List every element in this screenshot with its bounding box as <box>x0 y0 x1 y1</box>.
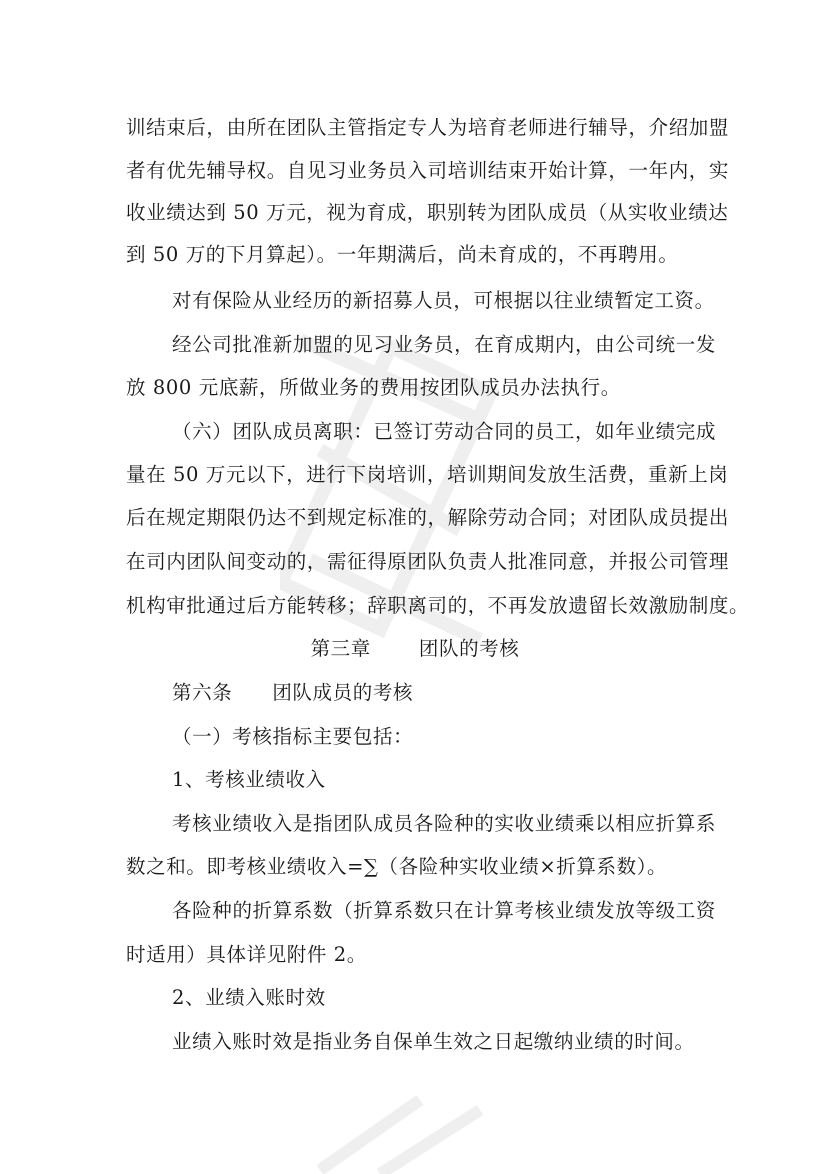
paragraph-line: 数之和。即考核业绩收入=∑（各险种实收业绩×折算系数）。 <box>126 855 668 878</box>
paragraph-line: 者有优先辅导权。自见习业务员入司培训结束开始计算，一年内，实 <box>126 159 730 182</box>
paragraph-line: 放 800 元底薪，所做业务的费用按团队成员办法执行。 <box>126 376 621 399</box>
paragraph-line: 在司内团队间变动的，需征得原团队负责人批准同意，并报公司管理 <box>126 550 730 573</box>
paragraph-line: 量在 50 万元以下，进行下岗培训，培训期间发放生活费，重新上岗 <box>126 463 729 486</box>
paragraph-line: 后在规定期限仍达不到规定标准的，解除劳动合同；对团队成员提出 <box>126 506 730 529</box>
item-indicators: （一）考核指标主要包括： <box>172 725 414 748</box>
chapter-heading <box>0 633 830 661</box>
watermark-logo-bottom <box>300 1080 500 1174</box>
paragraph-line: 考核业绩收入是指团队成员各险种的实收业绩乘以相应折算系 <box>172 812 716 835</box>
chapter-number: 第三章 <box>310 637 371 660</box>
paragraph-line: 各险种的折算系数（折算系数只在计算考核业绩发放等级工资 <box>172 899 716 922</box>
paragraph-line: 到 50 万的下月算起）。一年期满后，尚未育成的，不再聘用。 <box>126 243 679 266</box>
item-1-heading: 1、考核业绩收入 <box>172 768 326 791</box>
item-2-heading: 2、业绩入账时效 <box>172 986 326 1009</box>
paragraph-line: 收业绩达到 50 万元，视为育成，职别转为团队成员（从实收业绩达 <box>126 201 729 224</box>
article-number: 第六条 <box>172 681 233 704</box>
paragraph-line: 时适用）具体详见附件 2。 <box>126 943 367 966</box>
paragraph-line: 经公司批准新加盟的见习业务员，在育成期内，由公司统一发 <box>172 333 716 356</box>
chapter-title: 团队的考核 <box>418 637 520 660</box>
paragraph-line: （六）团队成员离职：已签订劳动合同的员工，如年业绩完成 <box>172 420 716 443</box>
paragraph-line: 业绩入账时效是指业务自保单生效之日起缴纳业绩的时间。 <box>172 1030 695 1053</box>
paragraph-line: 机构审批通过后方能转移；辞职离司的，不再发放遗留长效激励制度。 <box>126 594 750 617</box>
article-title: 团队成员的考核 <box>272 681 414 704</box>
paragraph-line: 对有保险从业经历的新招募人员，可根据以往业绩暂定工资。 <box>172 289 715 312</box>
paragraph-line: 训结束后，由所在团队主管指定专人为培育老师进行辅导，介绍加盟 <box>126 116 730 139</box>
article-heading <box>172 677 716 705</box>
